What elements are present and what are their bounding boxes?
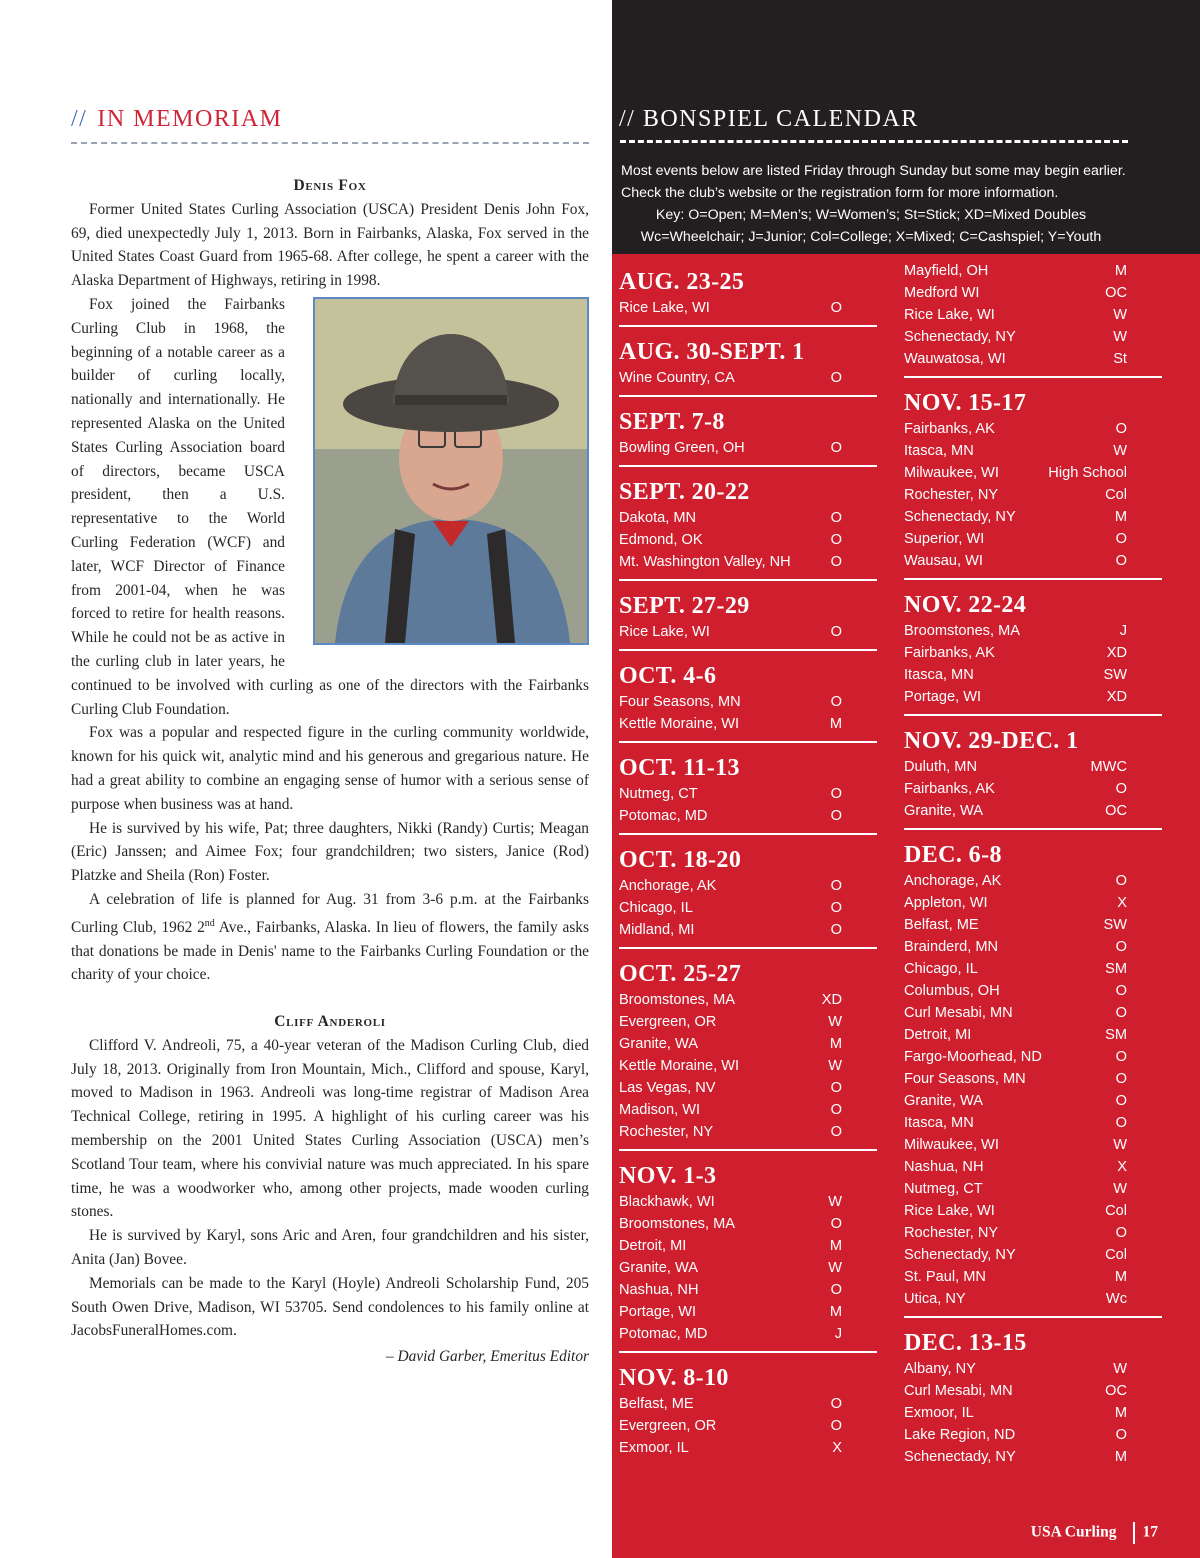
event-type: O [830,440,842,456]
event-row [619,437,877,459]
event-type: M [829,1036,842,1052]
event-location: Potomac, MD [619,808,708,824]
event-row [904,1046,1162,1068]
event-row [904,1288,1162,1310]
event-row [619,1235,877,1257]
calendar-column [612,0,1200,1558]
date-block [619,337,877,397]
event-location: Evergreen, OR [619,1014,717,1030]
event-row [904,304,1162,326]
event-type: O [830,1282,842,1298]
event-location: Edmond, OK [619,532,703,548]
event-row [904,348,1162,370]
article-denis-fox [71,174,589,987]
event-location: Chicago, IL [619,900,693,916]
event-location: Kettle Moraine, WI [619,1058,740,1074]
event-row [619,1279,877,1301]
event-row [904,800,1162,822]
event-type: St [1113,351,1127,367]
event-row [904,1402,1162,1424]
key-line: Key: O=Open; M=Men’s; W=Women’s; St=Stick; XD=Mixed Doubles [655,207,1087,223]
event-location: Broomstones, MA [904,623,1020,639]
event-type: O [1115,781,1127,797]
article-cliff-anderoli [71,1010,589,1369]
memoriam-title: IN MEMORIAM [97,106,283,132]
event-row [619,989,877,1011]
event-row [619,1099,877,1121]
event-type: O [830,1216,842,1232]
event-type: O [830,922,842,938]
event-row [619,1323,877,1345]
event-location: Granite, WA [904,1093,983,1109]
publication-name: USA Curling [1030,1523,1117,1541]
event-row [904,440,1162,462]
event-type: O [830,554,842,570]
event-location: Fairbanks, AK [904,645,995,661]
event-location: Four Seasons, MN [904,1071,1026,1087]
event-type: M [829,1238,842,1254]
event-row [904,462,1162,484]
event-type: O [1115,1071,1127,1087]
author-signature: – David Garber, Emeritus Editor [385,1348,589,1366]
event-date: DEC. 6-8 [904,842,1002,868]
event-row [619,805,877,827]
event-row [904,936,1162,958]
heading-slashes: // [619,106,636,132]
event-location: Rochester, NY [904,487,999,503]
event-type: XD [821,992,842,1008]
event-type: OC [1105,803,1127,819]
event-row [619,1415,877,1437]
event-row [619,1213,877,1235]
event-row [619,367,877,389]
event-location: Las Vegas, NV [619,1080,716,1096]
obituary-paragraph: Memorials can be made to the Karyl (Hoyle) Andreoli Scholarship Fund, 205 South Owen Drive, Madison, WI 53705. Send condolences to his family online at JacobsFuneralHomes.com. [71,1274,589,1340]
event-row [619,1191,877,1213]
event-location: Superior, WI [904,531,985,547]
event-row [619,713,877,735]
event-location: Schenectady, NY [904,1247,1016,1263]
event-location: Rice Lake, WI [904,1203,995,1219]
event-row [619,1437,877,1459]
event-location: Belfast, ME [619,1396,694,1412]
event-type: W [1113,307,1127,323]
ordinal-suffix: nd [204,917,215,929]
page-footer [1031,1522,1158,1544]
event-location: Broomstones, MA [619,992,735,1008]
event-location: Itasca, MN [904,443,974,459]
event-row [619,919,877,941]
event-type: J [834,1326,842,1342]
event-type: O [830,1102,842,1118]
event-location: Curl Mesabi, MN [904,1005,1013,1021]
event-location: Wausau, WI [904,553,983,569]
event-location: Portage, WI [904,689,982,705]
event-row [619,621,877,643]
event-type: O [1115,1005,1127,1021]
date-block [904,1328,1162,1474]
event-type: M [1114,263,1127,279]
event-type: O [830,878,842,894]
event-location: Nutmeg, CT [904,1181,983,1197]
event-row [619,1011,877,1033]
footer-divider [1133,1522,1135,1544]
event-location: Anchorage, AK [619,878,717,894]
event-location: Milwaukee, WI [904,465,999,481]
paragraph-text: Ave., Fairbanks, Alaska. In lieu of flowers, the family asks that donations be made in Denis' name to the Fairbanks Curling Foundation or the charity of your choice. [71,918,589,984]
event-date: SEPT. 20-22 [619,479,750,505]
event-date: NOV. 15-17 [904,390,1027,416]
event-row [904,1424,1162,1446]
event-row [904,282,1162,304]
obituary-paragraph: He is survived by Karyl, sons Aric and Aren, four grandchildren and his sister, Anita (Jan) Bovee. [71,1227,589,1268]
date-block [904,590,1162,716]
event-type: O [830,1080,842,1096]
event-row [904,686,1162,708]
event-row [904,914,1162,936]
event-row [904,620,1162,642]
event-type: Col [1105,1203,1127,1219]
event-type: O [830,624,842,640]
event-row [904,1380,1162,1402]
event-location: Potomac, MD [619,1326,708,1342]
event-type: High School [1048,465,1127,481]
event-row [904,958,1162,980]
event-location: Kettle Moraine, WI [619,716,740,732]
date-block [619,1363,877,1465]
event-row [904,418,1162,440]
event-date: AUG. 30-SEPT. 1 [619,339,805,365]
event-type: SW [1103,667,1127,683]
obituary-name: Cliff Anderoli [274,1013,386,1030]
event-date: OCT. 18-20 [619,847,742,873]
event-type: SM [1105,1027,1127,1043]
event-row [904,870,1162,892]
calendar-column-2 [904,263,1162,1484]
date-block [904,840,1162,1318]
event-type: O [1115,939,1127,955]
event-type: MWC [1090,759,1127,775]
event-row [904,778,1162,800]
event-row [619,1033,877,1055]
event-type: M [829,716,842,732]
date-block [904,388,1162,580]
event-location: Fairbanks, AK [904,421,995,437]
event-date: NOV. 1-3 [619,1163,717,1189]
calendar-intro [621,160,1141,248]
event-row [904,260,1162,282]
event-location: Rice Lake, WI [619,300,710,316]
event-location: Rice Lake, WI [904,307,995,323]
event-type: O [1115,1093,1127,1109]
event-date: OCT. 25-27 [619,961,742,987]
obituary-paragraph [71,888,589,987]
memoriam-heading [71,106,589,133]
calendar-divider [620,140,1128,143]
obituary-paragraph: Clifford V. Andreoli, 75, a 40-year veteran of the Madison Curling Club, died July 18, 2013. Originally from Iron Mountain, Mich., Clifford and spouse, Karyl, moved to Madison in 1963. Andreoli was long-time registrar of Madison Area Technical College, retiring in 1995. A highlight of his curling career was his membership on the 2001 United States Curling Association (USCA) men’s Scotland Tour team, where his convivial nature was much appreciated. In his spare time, he was a woodworker who, among other projects, made wooden curling stones. [71,1036,589,1221]
event-location: Granite, WA [619,1036,698,1052]
event-row [904,1266,1162,1288]
obituary-paragraph: Fox joined the Fairbanks Curling Club in 1968, the beginning of a notable career as a builder of curling locally, nationally and internationally. He represented Alaska on the United States Curling Association board of directors, became USCA president, then a U.S. representative to the World Curling Federation (WCF) and later, WCF Director of Finance from 2001-04, when he was forced to retire for health reasons. While he could not be as active in the curling club in later years, he continued to be involved with curling as one of the directors with the Fairbanks Curling Club Foundation. [71,295,589,718]
event-location: Curl Mesabi, MN [904,1383,1013,1399]
event-location: Belfast, ME [904,917,979,933]
event-location: Granite, WA [619,1260,698,1276]
date-block [619,661,877,743]
obituary-paragraph: Fox was a popular and respected figure in the curling community worldwide, known for his quick wit, analytic mind and his generous and gregarious nature. He had a great ability to combine an engaging sense of humor with a serious sense of purpose when business was at hand. [71,724,589,813]
event-type: W [828,1194,842,1210]
event-type: O [830,300,842,316]
calendar-heading [619,106,919,133]
event-location: Dakota, MN [619,510,697,526]
event-type: Wc [1105,1291,1127,1307]
event-type: X [1117,895,1127,911]
event-row [904,1244,1162,1266]
event-row [904,550,1162,572]
date-block [619,591,877,651]
event-location: Madison, WI [619,1102,701,1118]
event-location: Exmoor, IL [904,1405,974,1421]
event-location: St. Paul, MN [904,1269,986,1285]
event-row [619,529,877,551]
event-location: Itasca, MN [904,667,974,683]
event-row [619,1393,877,1415]
event-location: Nashua, NH [619,1282,699,1298]
memoriam-column [71,0,589,1558]
event-type: O [830,1418,842,1434]
event-type: XD [1106,689,1127,705]
event-row [904,664,1162,686]
event-type: O [1115,1427,1127,1443]
event-row [904,506,1162,528]
event-location: Fargo-Moorhead, ND [904,1049,1042,1065]
event-location: Albany, NY [904,1361,976,1377]
event-type: O [830,808,842,824]
calendar-title: BONSPIEL CALENDAR [642,106,919,132]
event-location: Medford WI [904,285,980,301]
event-row [619,897,877,919]
event-location: Schenectady, NY [904,1449,1016,1465]
calendar-column-1 [619,267,877,1475]
event-location: Mayfield, OH [904,263,989,279]
event-row [904,1134,1162,1156]
event-location: Wauwatosa, WI [904,351,1006,367]
event-row [904,1068,1162,1090]
event-date: NOV. 29-DEC. 1 [904,728,1079,754]
event-type: W [1113,329,1127,345]
event-type: O [1115,873,1127,889]
event-type: O [1115,983,1127,999]
event-type: O [830,1396,842,1412]
event-date: NOV. 22-24 [904,592,1027,618]
event-type: W [828,1260,842,1276]
page-number: 17 [1142,1523,1158,1541]
event-row [904,528,1162,550]
event-row [904,1222,1162,1244]
obituary-paragraph: Former United States Curling Association (USCA) President Denis John Fox, 69, died unexpectedly July 1, 2013. Born in Fairbanks, Alaska, Fox served in the United States Coast Guard from 1965-68. After college, he spent a career with the Alaska Department of Highways, retiring in 1998. [71,200,589,290]
event-type: O [1115,531,1127,547]
event-type: W [1113,1137,1127,1153]
event-type: M [829,1304,842,1320]
event-type: Col [1105,1247,1127,1263]
denis-fox-photo [313,297,589,645]
event-date: OCT. 11-13 [619,755,740,781]
event-type: O [830,900,842,916]
event-location: Schenectady, NY [904,329,1016,345]
event-row [904,326,1162,348]
event-location: Portage, WI [619,1304,697,1320]
event-row [904,1002,1162,1024]
event-location: Fairbanks, AK [904,781,995,797]
event-location: Chicago, IL [904,961,978,977]
event-location: Rochester, NY [619,1124,714,1140]
date-block [904,726,1162,830]
event-date: AUG. 23-25 [619,269,745,295]
event-type: O [1115,1115,1127,1131]
event-row [904,1090,1162,1112]
event-type: M [1114,1449,1127,1465]
event-location: Utica, NY [904,1291,966,1307]
event-row [619,783,877,805]
date-block [619,753,877,835]
event-date: OCT. 4-6 [619,663,717,689]
event-location: Appleton, WI [904,895,988,911]
event-type: W [1113,1181,1127,1197]
event-location: Rice Lake, WI [619,624,710,640]
event-location: Blackhawk, WI [619,1194,715,1210]
event-type: O [830,532,842,548]
obituary-paragraph: He is survived by his wife, Pat; three daughters, Nikki (Randy) Curtis; Meagan (Eric) Janssen; and Aimee Fox; four grandchildren; two sisters, Janice (Rod) Platzke and Sheila (Ron) Foster. [71,819,589,885]
date-block [619,959,877,1151]
memoriam-divider [71,142,589,144]
event-location: Lake Region, ND [904,1427,1016,1443]
event-type: O [1115,1225,1127,1241]
event-type: O [830,694,842,710]
event-location: Four Seasons, MN [619,694,741,710]
event-location: Bowling Green, OH [619,440,745,456]
event-type: X [1117,1159,1127,1175]
date-block [619,477,877,581]
event-location: Nashua, NH [904,1159,984,1175]
event-type: M [1114,509,1127,525]
event-row [904,892,1162,914]
date-block [904,260,1162,378]
event-row [619,875,877,897]
event-location: Exmoor, IL [619,1440,689,1456]
event-row [904,980,1162,1002]
event-row [619,1055,877,1077]
event-type: J [1119,623,1127,639]
date-block [619,407,877,467]
event-location: Midland, MI [619,922,695,938]
event-row [619,507,877,529]
date-block [619,1161,877,1353]
event-type: O [830,786,842,802]
event-location: Anchorage, AK [904,873,1002,889]
event-date: DEC. 13-15 [904,1330,1027,1356]
event-type: Col [1105,487,1127,503]
event-type: W [828,1058,842,1074]
event-row [619,1077,877,1099]
event-row [904,1200,1162,1222]
event-row [619,1257,877,1279]
event-type: OC [1105,285,1127,301]
event-date: NOV. 8-10 [619,1365,729,1391]
event-row [904,1156,1162,1178]
event-location: Wine Country, CA [619,370,735,386]
event-location: Detroit, MI [619,1238,687,1254]
event-row [904,1358,1162,1380]
obituary-name: Denis Fox [293,177,367,194]
portrait-illustration [315,299,587,643]
intro-line: Check the club’s website or the registration form for more information. [621,185,1059,201]
event-location: Milwaukee, WI [904,1137,999,1153]
event-type: SM [1105,961,1127,977]
event-date: SEPT. 7-8 [619,409,725,435]
event-type: OC [1105,1383,1127,1399]
event-type: W [1113,443,1127,459]
event-row [904,642,1162,664]
event-type: O [1115,553,1127,569]
event-row [619,1301,877,1323]
event-location: Broomstones, MA [619,1216,735,1232]
event-location: Columbus, OH [904,983,1000,999]
intro-line: Most events below are listed Friday through Sunday but some may begin earlier. [621,163,1126,179]
event-location: Mt. Washington Valley, NH [619,554,791,570]
event-row [904,756,1162,778]
event-location: Granite, WA [904,803,983,819]
event-location: Duluth, MN [904,759,977,775]
event-type: M [1114,1405,1127,1421]
event-location: Rochester, NY [904,1225,999,1241]
event-row [904,1446,1162,1468]
event-row [904,1112,1162,1134]
event-type: O [830,510,842,526]
event-row [904,1178,1162,1200]
date-block [619,845,877,949]
paragraph-text: A celebration of life is planned for Aug. 31 from 3-6 p.m. at the Fairbanks Curling Club, 1962 2 [71,890,589,936]
event-location: Evergreen, OR [619,1418,717,1434]
event-row [619,691,877,713]
event-row [904,1024,1162,1046]
event-type: O [1115,1049,1127,1065]
event-row [619,551,877,573]
heading-slashes: // [71,106,88,132]
event-type: X [832,1440,842,1456]
event-location: Detroit, MI [904,1027,972,1043]
event-type: W [1113,1361,1127,1377]
event-row [619,1121,877,1143]
event-type: SW [1103,917,1127,933]
event-type: XD [1106,645,1127,661]
event-location: Nutmeg, CT [619,786,698,802]
event-location: Schenectady, NY [904,509,1016,525]
event-type: W [828,1014,842,1030]
event-row [904,484,1162,506]
event-type: O [830,370,842,386]
event-location: Itasca, MN [904,1115,974,1131]
date-block [619,267,877,327]
event-row [619,297,877,319]
event-type: O [830,1124,842,1140]
event-type: O [1115,421,1127,437]
event-date: SEPT. 27-29 [619,593,750,619]
key-line: Wc=Wheelchair; J=Junior; Col=College; X=Mixed; C=Cashspiel; Y=Youth [640,229,1102,245]
event-type: M [1114,1269,1127,1285]
event-location: Brainderd, MN [904,939,999,955]
